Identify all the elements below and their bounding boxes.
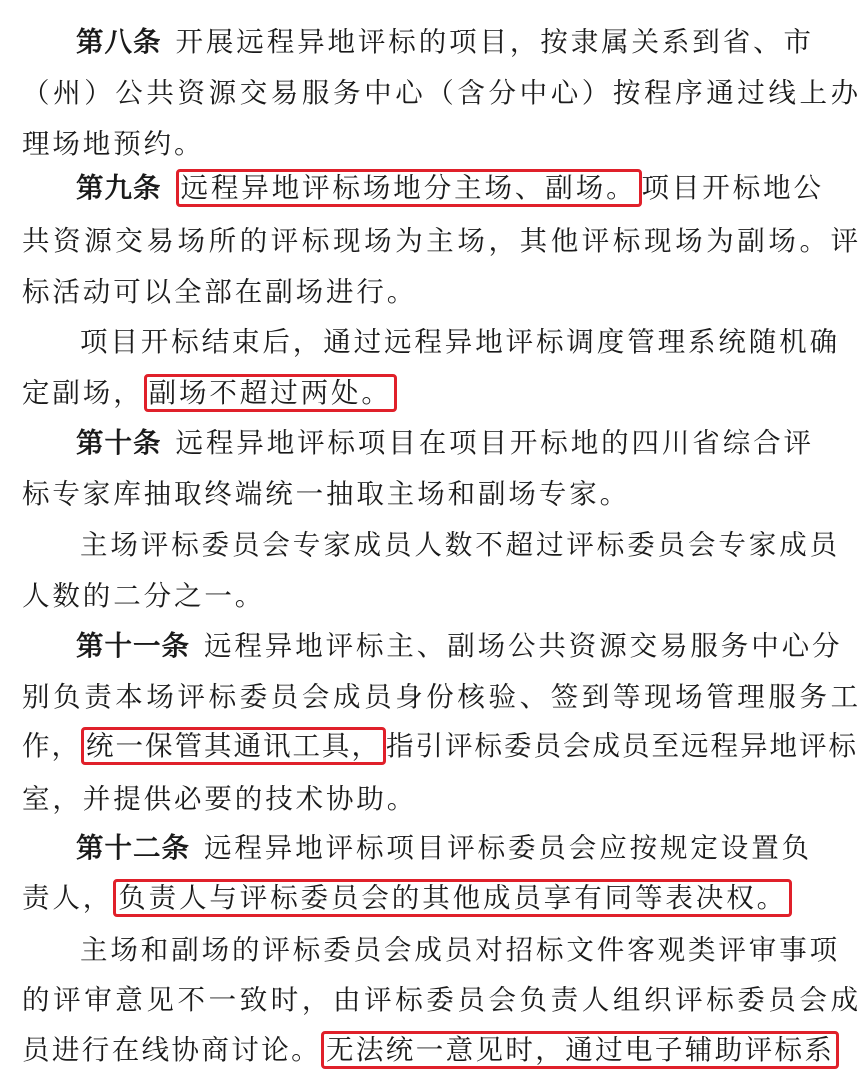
line-text: 人数的二分之一。 <box>22 580 266 612</box>
article-heading: 第八条 <box>76 26 162 58</box>
article-heading: 第九条 <box>76 172 162 204</box>
line-text: 主场评标委员会专家成员人数不超过评标委员会专家成员 <box>80 529 840 561</box>
line-text: 的评审意见不一致时，由评标委员会负责人组织评标委员会成 <box>22 984 862 1016</box>
text-line <box>22 878 788 918</box>
line-text: 标活动可以全部在副场进行。 <box>22 276 418 308</box>
text-line <box>22 124 782 164</box>
text-line <box>22 1030 835 1070</box>
highlight-box: 负责人与评标委员会的其他成员享有同等表决权。 <box>113 879 792 917</box>
line-text: 理场地预约。 <box>22 128 205 160</box>
text-line <box>22 779 782 819</box>
line-text: 主场和副场的评标委员会成员对招标文件客观类评审事项 <box>80 934 840 966</box>
text-line <box>22 677 862 717</box>
text-line <box>22 930 840 970</box>
article-12-line <box>22 828 836 868</box>
article-9-line <box>22 168 836 208</box>
text-line <box>22 272 782 312</box>
line-text: 定副场， <box>22 377 144 409</box>
text-line <box>22 322 840 362</box>
highlight-box: 统一保管其通讯工具， <box>81 727 386 765</box>
article-heading: 第十条 <box>76 427 162 459</box>
line-text: 责人， <box>22 882 114 914</box>
highlight-box: 副场不超过两处。 <box>144 374 397 412</box>
text-line <box>22 576 782 616</box>
line-text: 远程异地评标主、副场公共资源交易服务中心分 <box>204 630 843 662</box>
line-text: 作， <box>22 730 81 762</box>
line-text: （州）公共资源交易服务中心（含分中心）按程序通过线上办 <box>22 77 862 109</box>
text-line <box>22 221 862 261</box>
article-11-line <box>22 626 843 666</box>
text-line <box>22 373 782 413</box>
article-10-line <box>22 423 836 463</box>
text-line <box>22 980 862 1020</box>
text-line <box>22 726 858 766</box>
line-text: 开展远程异地评标的项目，按隶属关系到省、市 <box>175 26 814 58</box>
line-text: 远程异地评标项目评标委员会应按规定设置负 <box>204 832 812 864</box>
article-heading: 第十一条 <box>76 630 190 662</box>
line-text: 室，并提供必要的技术协助。 <box>22 783 418 815</box>
line-text: 共资源交易场所的评标现场为主场，其他评标现场为副场。评 <box>22 225 862 257</box>
line-text: 标专家库抽取终端统一抽取主场和副场专家。 <box>22 478 630 510</box>
text-line <box>22 474 782 514</box>
line-text: 项目开标地公 <box>641 172 824 204</box>
article-heading: 第十二条 <box>76 832 190 864</box>
text-line <box>22 73 862 113</box>
line-text: 别负责本场评标委员会成员身份核验、签到等现场管理服务工 <box>22 681 862 713</box>
line-text: 远程异地评标项目在项目开标地的四川省综合评 <box>175 427 814 459</box>
line-text: 项目开标结束后，通过远程异地评标调度管理系统随机确 <box>80 326 840 358</box>
article-8-line <box>22 22 836 62</box>
line-text: 指引评标委员会成员至远程异地评标 <box>386 730 858 762</box>
highlight-box: 远程异地评标场地分主场、副场。 <box>176 169 642 207</box>
line-text: 员进行在线协商讨论。 <box>22 1034 321 1066</box>
text-line <box>22 525 840 565</box>
highlight-box: 无法统一意见时，通过电子辅助评标系 <box>321 1031 839 1069</box>
